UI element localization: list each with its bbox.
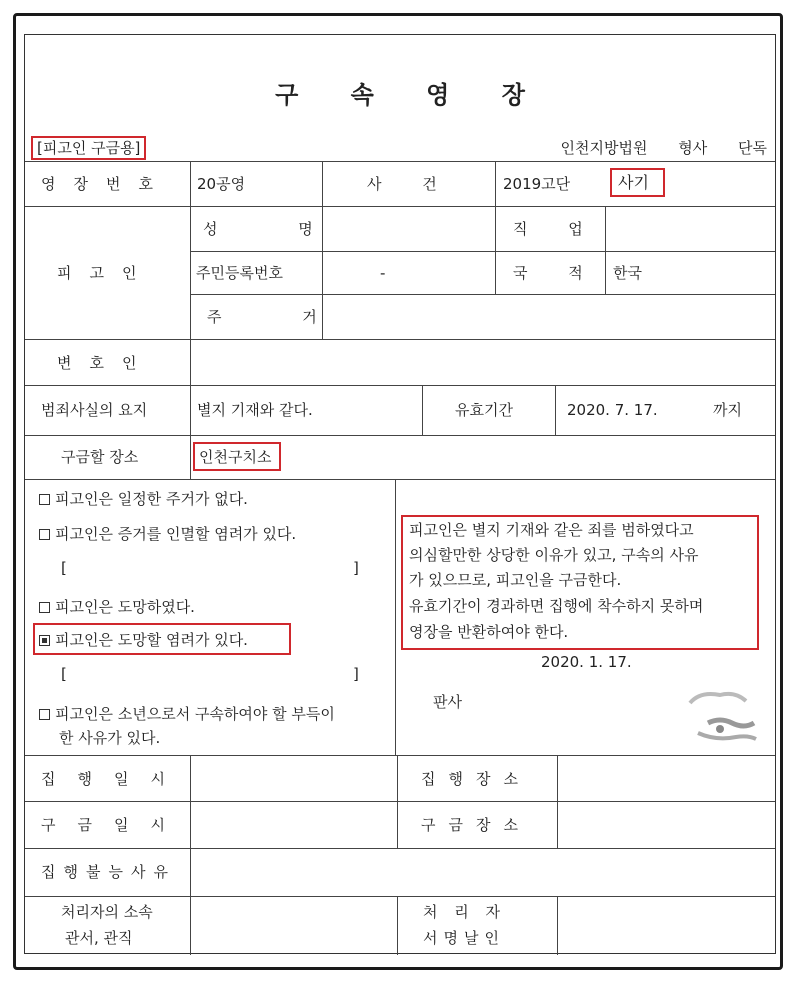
rule <box>422 385 423 435</box>
bracket-open: [ <box>61 665 67 683</box>
detention-place-label: 구금할 장소 <box>61 448 139 466</box>
rule <box>25 801 775 802</box>
rule <box>555 385 556 435</box>
copy-label <box>31 137 146 158</box>
reason-item: 피고인은 증거를 인멸할 염려가 있다. <box>39 525 296 543</box>
rule <box>25 896 775 897</box>
rule <box>557 896 558 955</box>
validity-label: 유효기간 <box>455 401 513 419</box>
order-text-line: 영장을 반환하여야 한다. <box>409 623 569 641</box>
reason-item: 피고인은 도망하였다. <box>39 598 195 616</box>
rule <box>495 161 496 206</box>
court-name: 인천지방법원 <box>560 139 648 157</box>
lawyer-label: 변호인 <box>57 354 155 372</box>
rule <box>605 206 606 294</box>
nationality-label: 국 적 <box>513 264 601 282</box>
order-text-line: 유효기간이 경과하면 집행에 착수하지 못하며 <box>409 597 704 615</box>
checkbox-icon <box>39 529 50 540</box>
nationality-value: 한국 <box>613 264 642 282</box>
validity-until: 까지 <box>713 401 742 419</box>
order-text-line: 가 있으므로, 피고인을 구금한다. <box>409 571 622 589</box>
warrant-form <box>24 34 776 954</box>
rule <box>25 385 775 386</box>
order-text-line: 의심할만한 상당한 이유가 있고, 구속의 사유 <box>409 546 699 564</box>
handler-position-label: 관서, 관직 <box>65 929 133 947</box>
detain-datetime-label: 구금일시 <box>41 816 187 834</box>
rule <box>25 479 775 480</box>
rrn-value: - <box>380 264 386 282</box>
checked-checkbox-icon <box>39 635 50 646</box>
detention-place-value: 인천구치소 <box>199 448 272 466</box>
division-name: 형사 단독 <box>678 139 767 157</box>
name-label: 성 명 <box>203 220 351 238</box>
issue-date: 2020. 1. 17. <box>541 653 632 671</box>
copy-label-highlight: [피고인 구금용] <box>31 136 146 160</box>
court-header <box>561 137 767 158</box>
bracket-close: ] <box>353 559 359 577</box>
job-label: 직 업 <box>513 220 601 238</box>
validity-value: 2020. 7. 17. <box>567 401 658 419</box>
warrant-number-value: 20공영 <box>197 175 246 193</box>
reason-item-checked: 피고인은 도망할 염려가 있다. <box>39 631 248 649</box>
handler-sign-label: 서명날인 <box>423 929 505 947</box>
exec-datetime-label: 집행일시 <box>41 770 187 788</box>
reason-item: 피고인은 소년으로서 구속하여야 할 부득이 <box>39 705 335 723</box>
rule <box>495 206 496 294</box>
exec-place-label: 집행장소 <box>421 770 531 788</box>
rrn-label: 주민등록번호 <box>196 264 283 282</box>
rule <box>190 294 775 295</box>
rule <box>557 755 558 848</box>
checkbox-icon <box>39 494 50 505</box>
rule <box>190 251 775 252</box>
bracket-open: [ <box>61 559 67 577</box>
rule <box>25 755 775 756</box>
judge-seal-icon <box>680 683 760 753</box>
crime-summary-label: 범죄사실의 요지 <box>41 401 148 419</box>
not-executed-label: 집행불능사유 <box>41 863 176 881</box>
case-number: 2019고단 <box>503 175 571 193</box>
rule <box>25 206 775 207</box>
defendant-section-label: 피고인 <box>57 264 155 282</box>
rule <box>25 435 775 436</box>
rule <box>397 755 398 848</box>
order-text-line: 피고인은 별지 기재와 같은 죄를 범하였다고 <box>409 521 694 539</box>
detain-place-label: 구금장소 <box>421 816 531 834</box>
form-title: 구 속 영 장 <box>275 81 547 109</box>
rule <box>25 339 775 340</box>
case-label: 사 건 <box>367 175 455 193</box>
handler-affiliation-label: 처리자의 소속 <box>61 903 153 921</box>
address-label: 주 거 <box>207 308 355 326</box>
rule <box>395 479 396 755</box>
rule <box>190 161 191 479</box>
reason-item: 피고인은 일정한 주거가 없다. <box>39 490 248 508</box>
warrant-number-label: 영장번호 <box>41 175 171 193</box>
rule <box>397 896 398 955</box>
reason-item-continued: 한 사유가 있다. <box>59 729 161 747</box>
judge-label: 판사 <box>433 693 462 711</box>
checkbox-icon <box>39 602 50 613</box>
handler-label: 처 리 자 <box>423 903 507 921</box>
crime-summary-value: 별지 기재와 같다. <box>197 401 313 419</box>
checkbox-icon <box>39 709 50 720</box>
rule <box>25 161 775 162</box>
bracket-close: ] <box>353 665 359 683</box>
rule <box>190 755 191 955</box>
rule <box>25 848 775 849</box>
case-name: 사기 <box>618 173 649 192</box>
